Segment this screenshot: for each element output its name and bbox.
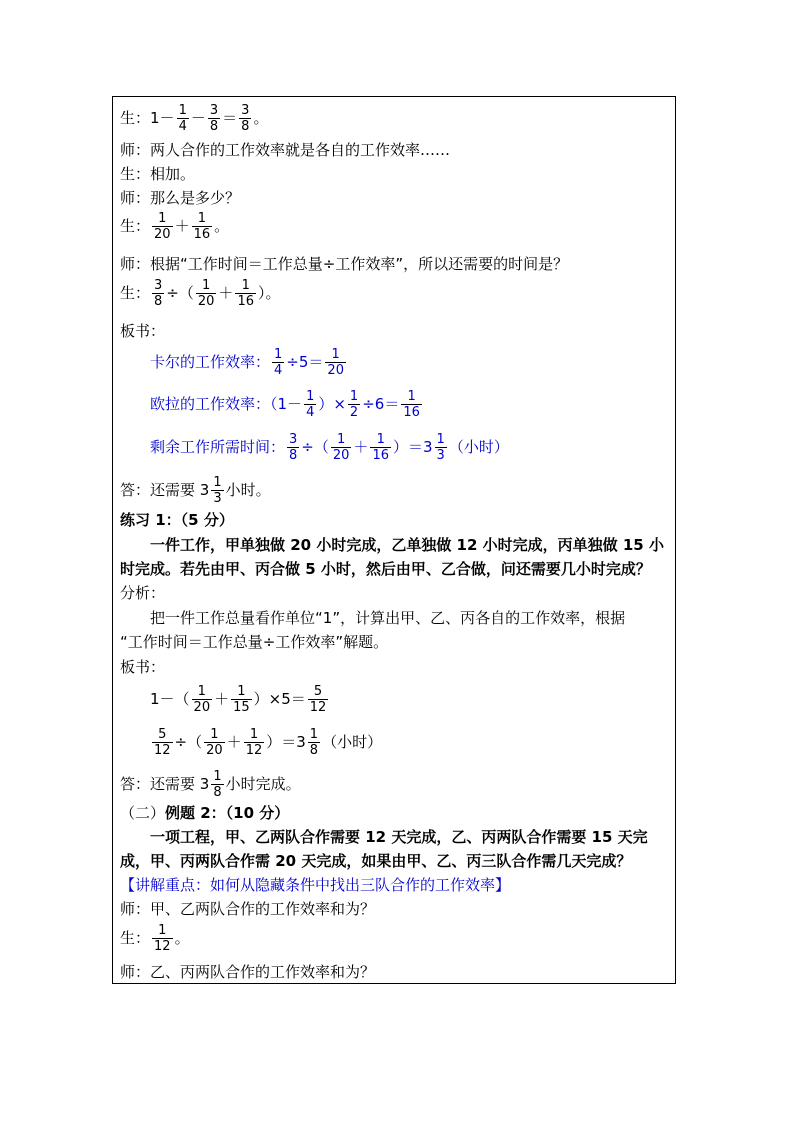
denominator: 16: [403, 405, 420, 420]
denominator: 4: [306, 405, 315, 420]
teacher-question-ab: 师：甲、乙两队合作的工作效率和为？: [120, 900, 376, 918]
denominator: 8: [209, 119, 219, 134]
denominator: 16: [237, 294, 254, 309]
fraction: [208, 103, 220, 134]
numerator: 1: [192, 211, 213, 227]
board-exercise-step1: [150, 684, 330, 715]
numerator: 5: [308, 684, 329, 700]
denominator: 8: [241, 119, 250, 134]
denominator: 2: [349, 405, 359, 420]
analysis-text-a: 把一件工作总量看作单位“1”，计算出甲、乙、丙各自的工作效率，根据: [150, 609, 626, 627]
example-2-heading: [120, 803, 289, 823]
answer-2: [120, 769, 301, 800]
denominator: 12: [309, 700, 327, 715]
unit: （小时）: [448, 438, 509, 456]
student-answer-ab: [120, 923, 190, 954]
operator: ）×5＝: [253, 690, 306, 708]
exercise-1-problem-b: 时完成。若先由甲、丙合做 5 小时，然后由甲、乙合做，问还需要几小时完成？: [120, 560, 651, 578]
numerator: 1: [204, 727, 225, 743]
numerator: 1: [213, 475, 222, 490]
speaker-label: 生：: [120, 929, 151, 947]
board-remaining-time: [150, 432, 509, 463]
denominator: 12: [154, 743, 171, 758]
fraction: [152, 211, 173, 242]
punct: 。: [253, 109, 269, 127]
denominator: 12: [245, 743, 263, 758]
numerator: 1: [152, 211, 173, 227]
numerator: 1: [274, 347, 283, 362]
denominator: 16: [372, 448, 389, 463]
board-label: 剩余工作所需时间：: [150, 438, 286, 456]
denominator: 20: [154, 227, 171, 242]
numerator: 1: [178, 103, 187, 118]
denominator: 8: [309, 743, 319, 758]
board-label: 欧拉的工作效率：: [150, 395, 271, 413]
section-title: 例题 2：（10 分）: [165, 804, 290, 822]
answer-text: 答：还需要 3: [120, 775, 210, 793]
denominator: 4: [274, 363, 283, 378]
denominator: 16: [193, 227, 211, 242]
fraction: [211, 475, 223, 506]
board-euler-rate: [150, 389, 424, 420]
student-line-7: [120, 278, 281, 309]
numerator: 5: [152, 727, 173, 743]
punct: ）。: [257, 284, 281, 302]
operator: ÷（: [301, 438, 329, 456]
operator: ÷（: [174, 733, 203, 751]
denominator: 8: [213, 785, 222, 800]
numerator: 1: [331, 432, 352, 448]
numerator: 1: [213, 769, 222, 784]
board-exercise-step2: [150, 727, 382, 758]
fraction: [152, 727, 173, 758]
board-heading-1: 板书：: [120, 322, 166, 340]
denominator: 20: [197, 294, 215, 309]
fraction: [287, 432, 299, 463]
fraction: [435, 432, 447, 463]
operator: ＋: [218, 284, 234, 302]
fraction: [231, 684, 252, 715]
student-line-3: 生：相加。: [120, 165, 196, 183]
exercise-1-heading: 练习 1：（5 分）: [120, 511, 234, 529]
punct: 。: [174, 929, 190, 947]
numerator: 1: [370, 432, 391, 448]
fraction: [235, 278, 256, 309]
speaker-label: 生：: [120, 284, 151, 302]
fraction: [272, 347, 284, 378]
fraction: [239, 103, 251, 134]
section-number: （二）: [120, 804, 166, 822]
answer-1: [120, 475, 271, 506]
fraction: [152, 923, 173, 954]
operator: ＋: [214, 690, 230, 708]
teacher-line-2: 师：两人合作的工作效率就是各自的工作效率……: [120, 141, 451, 159]
fraction: [308, 727, 320, 758]
fraction: [211, 769, 223, 800]
fraction: [244, 727, 265, 758]
denominator: 20: [327, 363, 344, 378]
numerator: 1: [436, 432, 445, 447]
fraction: [331, 432, 352, 463]
numerator: 1: [244, 727, 265, 743]
operator: ＋: [353, 438, 369, 456]
analysis-text-b: “工作时间＝工作总量÷工作效率”解题。: [120, 633, 389, 651]
punct: 。: [214, 217, 230, 235]
operator: ）×: [318, 395, 346, 413]
key-point-note: 【讲解重点：如何从隐藏条件中找出三队合作的工作效率】: [120, 876, 511, 894]
denominator: 20: [206, 743, 223, 758]
denominator: 12: [154, 939, 171, 954]
numerator: 1: [152, 923, 173, 939]
numerator: 3: [289, 432, 298, 447]
answer-text: 小时。: [225, 481, 271, 499]
teacher-line-4: 师：那么是多少？: [120, 189, 241, 207]
fraction: [152, 278, 164, 309]
fraction: [177, 103, 189, 134]
denominator: 15: [233, 700, 250, 715]
speaker-label: 生：: [120, 109, 151, 127]
fraction: [192, 211, 213, 242]
denominator: 20: [193, 700, 211, 715]
fraction: [192, 684, 213, 715]
operator: ）＝3: [392, 438, 433, 456]
board-karl-rate: [150, 347, 348, 378]
operator: ）＝3: [266, 733, 306, 751]
numerator: 1: [309, 727, 319, 742]
fraction: [304, 389, 316, 420]
operator: ＋: [226, 733, 242, 751]
answer-text: 答：还需要 3: [120, 481, 210, 499]
operator: ÷6＝: [362, 395, 400, 413]
fraction: [308, 684, 329, 715]
fraction: [401, 389, 422, 420]
numerator: 3: [241, 103, 250, 118]
denominator: 3: [436, 448, 445, 463]
example-2-problem-a: 一项工程，甲、乙两队合作需要 12 天完成，乙、丙两队合作需要 15 天完: [150, 828, 648, 846]
operator: ＝: [222, 109, 238, 127]
numerator: 3: [154, 278, 163, 293]
denominator: 8: [289, 448, 298, 463]
numerator: 1: [235, 278, 256, 294]
operator: －: [190, 109, 206, 127]
board-heading-2: 板书：: [120, 658, 166, 676]
teacher-line-6: 师：根据“工作时间＝工作总量÷工作效率”，所以还需要的时间是？: [120, 255, 569, 273]
example-2-problem-b: 成，甲、丙两队合作需 20 天完成，如果由甲、乙、丙三队合作需几天完成？: [120, 852, 632, 870]
operator: （1－: [270, 395, 303, 413]
numerator: 1: [306, 389, 315, 404]
fraction: [348, 389, 360, 420]
operator: ÷5＝: [286, 353, 324, 371]
denominator: 8: [154, 294, 163, 309]
fraction: [204, 727, 225, 758]
operator: ＋: [174, 217, 190, 235]
expr-text: 1－: [150, 109, 175, 127]
fraction: [196, 278, 217, 309]
numerator: 3: [209, 103, 219, 118]
denominator: 4: [178, 119, 187, 134]
exercise-1-problem-a: 一件工作，甲单独做 20 小时完成，乙单独做 12 小时完成，丙单独做 15 小: [150, 536, 664, 554]
fraction: [370, 432, 391, 463]
numerator: 1: [349, 389, 359, 404]
numerator: 1: [196, 278, 217, 294]
unit: （小时）: [322, 733, 383, 751]
student-line-5: [120, 211, 229, 242]
denominator: 20: [332, 448, 350, 463]
numerator: 1: [325, 347, 346, 363]
answer-text: 小时完成。: [225, 775, 301, 793]
speaker-label: 生：: [120, 217, 151, 235]
student-line-1: [120, 103, 268, 134]
numerator: 1: [192, 684, 213, 700]
fraction: [325, 347, 346, 378]
board-label: 卡尔的工作效率：: [150, 353, 271, 371]
operator: 1－（: [150, 690, 190, 708]
numerator: 1: [231, 684, 252, 700]
operator: ÷（: [166, 284, 194, 302]
teacher-question-bc: 师：乙、丙两队合作的工作效率和为？: [120, 963, 376, 981]
analysis-heading: 分析：: [120, 584, 166, 602]
denominator: 3: [213, 491, 222, 506]
numerator: 1: [401, 389, 422, 405]
